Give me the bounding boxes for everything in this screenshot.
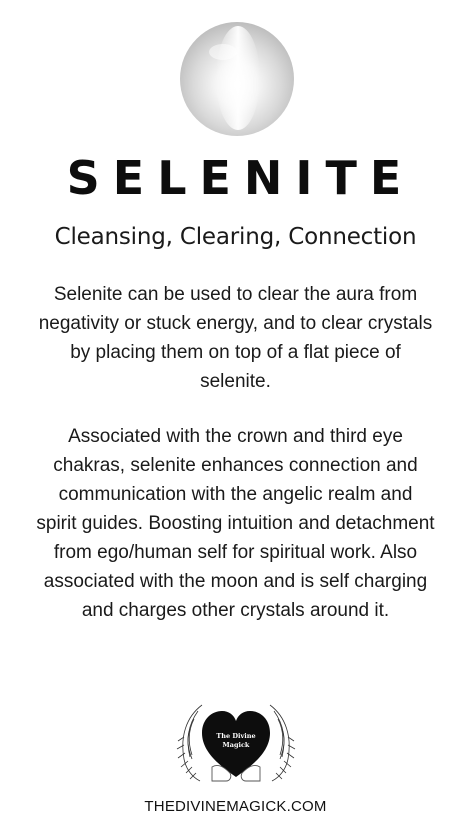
description-paragraph-associations: Associated with the crown and third eye chakras, selenite enhances connection and communication with the angelic realm and spirit guides. Boosting intuition and detachment from ego/human self for spiritual work. Also associated with the moon and is self charging and charges other crystals around it. [36, 426, 435, 621]
selenite-sphere-image [178, 20, 296, 138]
brand-logo [172, 697, 300, 789]
website-link[interactable]: THEDIVINEMAGICK.COM [144, 798, 327, 815]
page-title: SELENITE [66, 151, 415, 205]
description-paragraph-cleansing: Selenite can be used to clear the aura from negativity or stuck energy, and to clear crystals by placing them on top of a flat piece of selenite. [38, 284, 433, 392]
logo-text: The Divine [216, 732, 256, 740]
heart-with-wings-and-hands-icon [172, 697, 300, 789]
svg-text:Magick: Magick [222, 741, 250, 749]
subtitle: Cleansing, Clearing, Connection [54, 224, 417, 250]
